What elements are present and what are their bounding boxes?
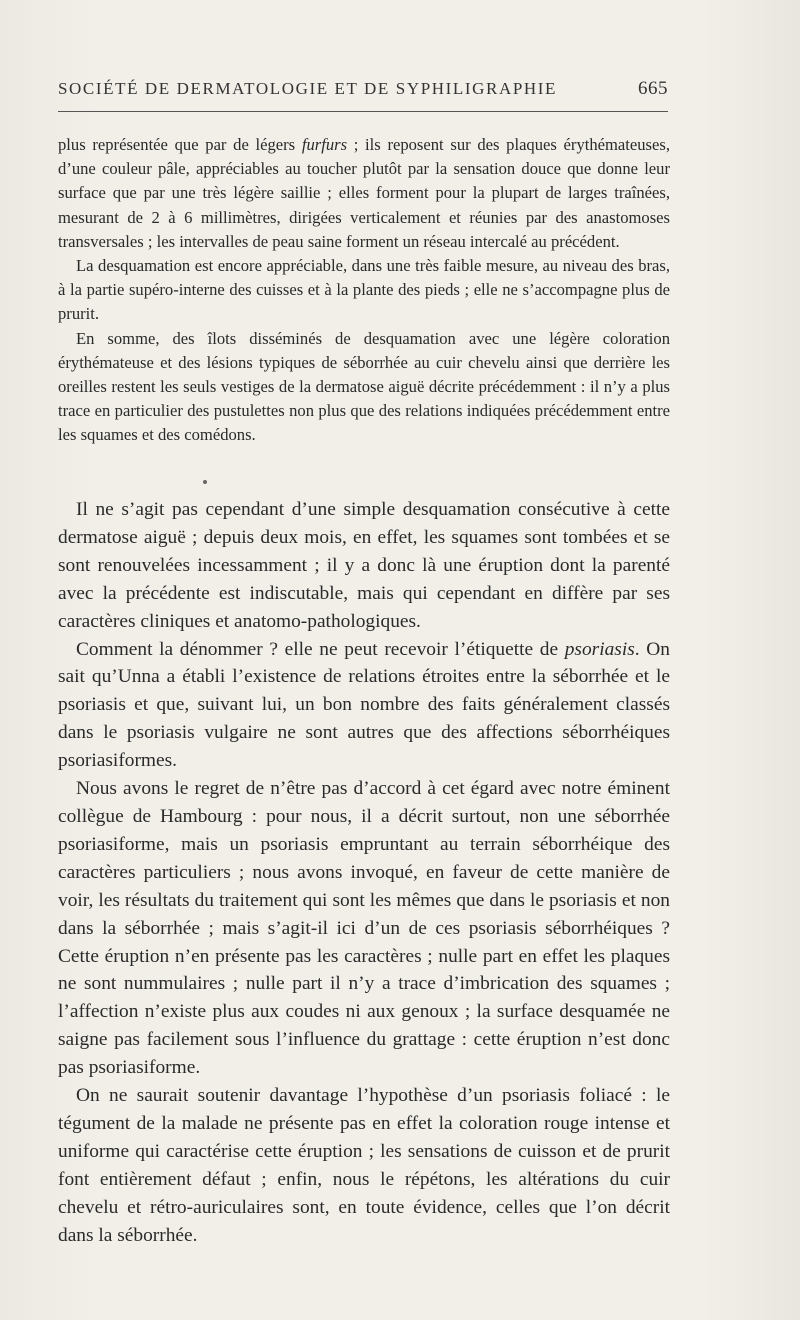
paragraph-3: Nous avons le regret de n’être pas d’accord à cet égard avec notre éminent collègue de Hambourg : pour nous, il a décrit surtout, non une séborrhée psoriasiforme, mais un psoriasis empruntant au terrain séborrhéique des caractères particuliers ; nous avons invoqué, en faveur de cette manière de voir, les résultats du traitement qui sont les mêmes que dans le psoriasis et non dans la séborrhée ; mais s’agit-il ici d’un de ces psoriasis séborrhéiques ? Cette éruption n’en présente pas les caractères ; nulle part en effet les plaques ne sont nummulaires ; nulle part il n’y a trace d’imbrication des squames ; l’affection n’existe plus aux coudes ni aux genoux ; la surface desquamée ne saigne pas facilement sous l’influence du grattage : cette éruption n’est donc pas psoriasiforme.: [58, 778, 670, 1079]
ink-dot: [203, 480, 207, 484]
italic-term: psoriasis: [564, 638, 635, 660]
paragraph-small-3: En somme, des îlots disséminés de desquamation avec une légère coloration érythémateuse et des lésions typiques de séborrhée au cuir chevelu ainsi que derrière les oreilles restent les seuls vestiges de la dermatose aiguë décrite précédemment : il n’y a plus trace en particulier des pustulettes non plus que des relations indiquées précédemment entre les squames et des comédons.: [58, 328, 670, 445]
paragraph-small-2: La desquamation est encore appréciable, dans une très faible mesure, au niveau des bras, à la partie supéro-interne des cuisses et à la plante des pieds ; elle ne s’accompagne plus de prurit.: [58, 256, 670, 324]
paragraph-small-1: [58, 133, 670, 254]
paragraph-1: Il ne s’agit pas cependant d’une simple desquamation consécutive à cette dermatose aiguë ; depuis deux mois, en effet, les squames sont tombées et se sont renouvelées incessamment ; il y a donc là une éruption dont la parenté avec la précédente est indiscutable, mais qui cependant en diffère par ses caractères cliniques et anatomo-pathologiques.: [58, 499, 670, 632]
text-run: Comment la dénommer ? elle ne peut recevoir l’étiquette de: [76, 638, 565, 660]
italic-term: furfurs: [301, 135, 348, 154]
running-title: SOCIÉTÉ DE DERMATOLOGIE ET DE SYPHILIGRAPHIE: [58, 79, 558, 98]
page-number: 665: [638, 78, 668, 99]
small-print-section: [58, 133, 670, 448]
paragraph-4: On ne saurait soutenir davantage l’hypothèse d’un psoriasis foliacé : le tégument de la malade ne présente pas en effet la coloration rouge intense et uniforme qui caractérise cette éruption ; les sensations de cuisson et de prurit font entièrement défaut ; enfin, nous le répétons, les altérations du cuir chevelu et rétro-auriculaires sont, en toute évidence, celles que l’on décrit dans la séborrhée.: [58, 1085, 670, 1246]
running-header: [58, 78, 668, 100]
header-rule: [58, 111, 668, 112]
text-run: ; ils reposent sur des plaques érythémateuses, d’une couleur pâle, appréciables au toucher plutôt par la sensation douce que donne leur surface que par une très légère saillie ; elles forment pour la plupart de larges traînées, mesurant de 2 à 6 millimètres, dirigées verticalement et réunies par des anastomoses transversales ; les intervalles de peau saine forment un réseau intercalé au précédent.: [58, 135, 670, 251]
text-run: . On sait qu’Unna a établi l’existence de relations étroites entre la séborrhée et le psoriasis et que, suivant lui, un bon nombre des faits généralement classés dans le psoriasis vulgaire ne sont autres que des affections séborrhéiques psoriasiformes.: [58, 638, 670, 772]
main-text-section: [58, 496, 670, 1249]
text-run: plus représentée que par de légers: [58, 135, 302, 154]
paragraph-2: [58, 636, 670, 776]
